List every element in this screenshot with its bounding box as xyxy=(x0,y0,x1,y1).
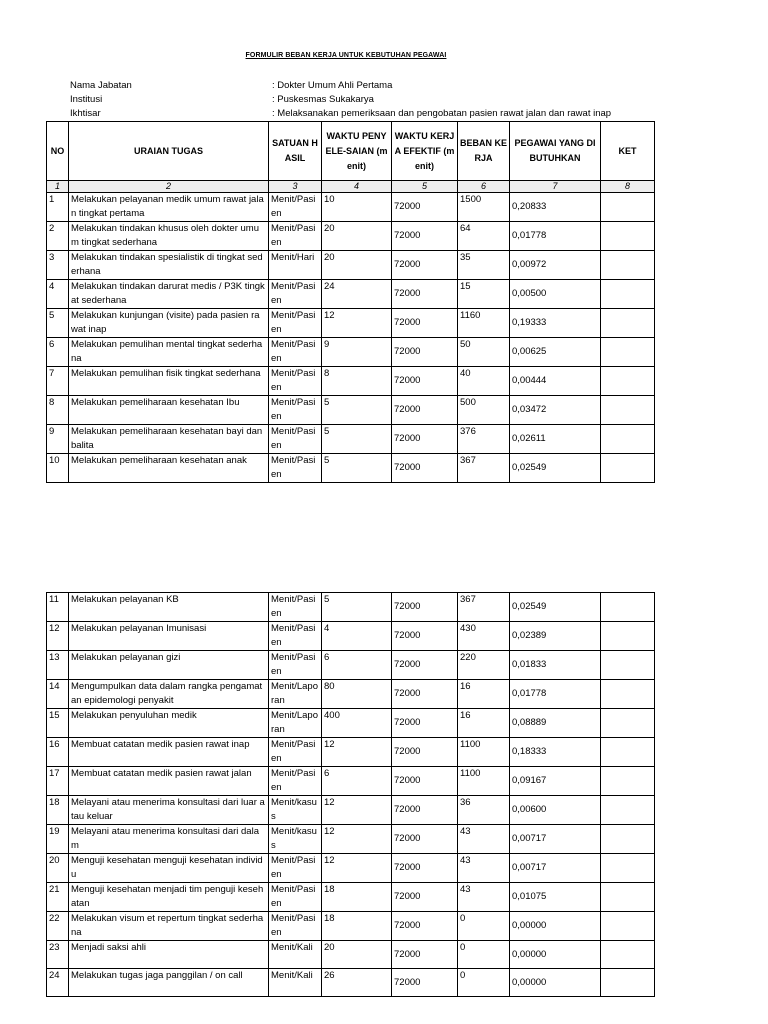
column-number: 5 xyxy=(392,181,458,193)
cell-waktu-kerja-efektif: 72000 xyxy=(392,941,458,969)
cell-satuan-hasil: Menit/Pasien xyxy=(269,622,322,651)
table-row xyxy=(47,280,655,309)
cell-satuan-hasil: Menit/Kali xyxy=(269,969,322,997)
cell-satuan-hasil: Menit/Pasien xyxy=(269,883,322,912)
cell-no: 1 xyxy=(47,193,69,222)
cell-uraian-tugas: Melakukan tugas jaga panggilan / on call xyxy=(69,969,269,997)
cell-beban-kerja: 367 xyxy=(458,454,510,483)
cell-ket xyxy=(601,338,655,367)
cell-no: 24 xyxy=(47,969,69,997)
cell-ket xyxy=(601,969,655,997)
cell-uraian-tugas: Melakukan pelayanan KB xyxy=(69,593,269,622)
cell-pegawai-dibutuhkan: 0,02611 xyxy=(510,425,601,454)
info-value: : Melaksanakan pemeriksaan dan pengobatan pasien rawat jalan dan rawat inap xyxy=(272,108,612,119)
cell-uraian-tugas: Melakukan pemeliharaan kesehatan anak xyxy=(69,454,269,483)
cell-beban-kerja: 367 xyxy=(458,593,510,622)
cell-pegawai-dibutuhkan: 0,01075 xyxy=(510,883,601,912)
cell-pegawai-dibutuhkan: 0,02389 xyxy=(510,622,601,651)
cell-pegawai-dibutuhkan: 0,00717 xyxy=(510,825,601,854)
cell-no: 8 xyxy=(47,396,69,425)
cell-waktu-kerja-efektif: 72000 xyxy=(392,825,458,854)
cell-satuan-hasil: Menit/Laporan xyxy=(269,709,322,738)
cell-no: 6 xyxy=(47,338,69,367)
table-row xyxy=(47,854,655,883)
cell-pegawai-dibutuhkan: 0,02549 xyxy=(510,593,601,622)
cell-no: 21 xyxy=(47,883,69,912)
cell-waktu-kerja-efektif: 72000 xyxy=(392,854,458,883)
cell-beban-kerja: 43 xyxy=(458,825,510,854)
column-number: 6 xyxy=(458,181,510,193)
table-row xyxy=(47,738,655,767)
cell-waktu-penyelesaian: 5 xyxy=(322,454,392,483)
cell-waktu-penyelesaian: 20 xyxy=(322,222,392,251)
table-row xyxy=(47,709,655,738)
cell-uraian-tugas: Melakukan tindakan darurat medis / P3K tingkat sederhana xyxy=(69,280,269,309)
cell-satuan-hasil: Menit/Pasien xyxy=(269,280,322,309)
table-row xyxy=(47,941,655,969)
cell-uraian-tugas: Melakukan pemeliharaan kesehatan Ibu xyxy=(69,396,269,425)
cell-uraian-tugas: Melakukan tindakan khusus oleh dokter umum tingkat sederhana xyxy=(69,222,269,251)
cell-waktu-penyelesaian: 12 xyxy=(322,309,392,338)
cell-pegawai-dibutuhkan: 0,09167 xyxy=(510,767,601,796)
cell-uraian-tugas: Melakukan pemeliharaan kesehatan bayi dan balita xyxy=(69,425,269,454)
table-row xyxy=(47,651,655,680)
cell-pegawai-dibutuhkan: 0,00444 xyxy=(510,367,601,396)
cell-waktu-kerja-efektif: 72000 xyxy=(392,680,458,709)
cell-uraian-tugas: Melakukan pemulihan mental tingkat sederhana xyxy=(69,338,269,367)
table-row xyxy=(47,396,655,425)
cell-pegawai-dibutuhkan: 0,03472 xyxy=(510,396,601,425)
cell-uraian-tugas: Melakukan pelayanan Imunisasi xyxy=(69,622,269,651)
cell-satuan-hasil: Menit/Laporan xyxy=(269,680,322,709)
cell-waktu-penyelesaian: 12 xyxy=(322,796,392,825)
cell-ket xyxy=(601,941,655,969)
cell-uraian-tugas: Melakukan penyuluhan medik xyxy=(69,709,269,738)
cell-waktu-kerja-efektif: 72000 xyxy=(392,396,458,425)
cell-beban-kerja: 376 xyxy=(458,425,510,454)
cell-waktu-penyelesaian: 20 xyxy=(322,251,392,280)
cell-beban-kerja: 1100 xyxy=(458,767,510,796)
cell-waktu-kerja-efektif: 72000 xyxy=(392,738,458,767)
info-label: Nama Jabatan xyxy=(70,80,132,91)
cell-waktu-kerja-efektif: 72000 xyxy=(392,912,458,941)
table-row xyxy=(47,796,655,825)
cell-waktu-kerja-efektif: 72000 xyxy=(392,338,458,367)
cell-uraian-tugas: Melakukan pelayanan medik umum rawat jalan tingkat pertama xyxy=(69,193,269,222)
cell-waktu-penyelesaian: 8 xyxy=(322,367,392,396)
column-number: 3 xyxy=(269,181,322,193)
cell-beban-kerja: 0 xyxy=(458,969,510,997)
workload-table-part-2 xyxy=(46,592,655,997)
cell-pegawai-dibutuhkan: 0,00625 xyxy=(510,338,601,367)
cell-satuan-hasil: Menit/Pasien xyxy=(269,738,322,767)
cell-ket xyxy=(601,680,655,709)
cell-ket xyxy=(601,367,655,396)
table-row xyxy=(47,912,655,941)
workload-table-part-1 xyxy=(46,121,655,483)
cell-no: 10 xyxy=(47,454,69,483)
cell-waktu-kerja-efektif: 72000 xyxy=(392,651,458,680)
cell-no: 14 xyxy=(47,680,69,709)
cell-uraian-tugas: Menguji kesehatan menguji kesehatan individu xyxy=(69,854,269,883)
cell-beban-kerja: 0 xyxy=(458,941,510,969)
cell-no: 5 xyxy=(47,309,69,338)
cell-uraian-tugas: Melayani atau menerima konsultasi dari luar atau keluar xyxy=(69,796,269,825)
cell-waktu-penyelesaian: 4 xyxy=(322,622,392,651)
cell-ket xyxy=(601,709,655,738)
cell-uraian-tugas: Melakukan pelayanan gizi xyxy=(69,651,269,680)
header-waktu-penyelesaian: WAKTU PENYELE-SAIAN (menit) xyxy=(322,122,392,181)
cell-no: 15 xyxy=(47,709,69,738)
cell-beban-kerja: 16 xyxy=(458,680,510,709)
table-row xyxy=(47,622,655,651)
info-value: : Dokter Umum Ahli Pertama xyxy=(272,80,393,91)
cell-uraian-tugas: Menjadi saksi ahli xyxy=(69,941,269,969)
cell-ket xyxy=(601,912,655,941)
cell-pegawai-dibutuhkan: 0,19333 xyxy=(510,309,601,338)
column-number: 1 xyxy=(47,181,69,193)
cell-ket xyxy=(601,883,655,912)
cell-no: 4 xyxy=(47,280,69,309)
cell-satuan-hasil: Menit/Pasien xyxy=(269,309,322,338)
cell-waktu-penyelesaian: 6 xyxy=(322,767,392,796)
form-title: FORMULIR BEBAN KERJA UNTUK KEBUTUHAN PEGAWAI xyxy=(245,52,447,59)
header-no: NO xyxy=(47,122,69,181)
cell-waktu-penyelesaian: 10 xyxy=(322,193,392,222)
cell-waktu-penyelesaian: 12 xyxy=(322,854,392,883)
cell-pegawai-dibutuhkan: 0,02549 xyxy=(510,454,601,483)
cell-uraian-tugas: Melakukan tindakan spesialistik di tingkat sederhana xyxy=(69,251,269,280)
table-row xyxy=(47,222,655,251)
info-value: : Puskesmas Sukakarya xyxy=(272,94,374,105)
cell-pegawai-dibutuhkan: 0,01778 xyxy=(510,680,601,709)
cell-uraian-tugas: Melakukan kunjungan (visite) pada pasien rawat inap xyxy=(69,309,269,338)
cell-beban-kerja: 35 xyxy=(458,251,510,280)
cell-satuan-hasil: Menit/Pasien xyxy=(269,912,322,941)
cell-pegawai-dibutuhkan: 0,08889 xyxy=(510,709,601,738)
cell-satuan-hasil: Menit/Pasien xyxy=(269,593,322,622)
cell-beban-kerja: 0 xyxy=(458,912,510,941)
cell-ket xyxy=(601,193,655,222)
cell-satuan-hasil: Menit/Pasien xyxy=(269,454,322,483)
header-ket: KET xyxy=(601,122,655,181)
cell-pegawai-dibutuhkan: 0,01833 xyxy=(510,651,601,680)
cell-satuan-hasil: Menit/kasus xyxy=(269,825,322,854)
cell-ket xyxy=(601,796,655,825)
cell-waktu-penyelesaian: 80 xyxy=(322,680,392,709)
table-row xyxy=(47,367,655,396)
cell-ket xyxy=(601,767,655,796)
cell-waktu-penyelesaian: 6 xyxy=(322,651,392,680)
cell-ket xyxy=(601,309,655,338)
cell-satuan-hasil: Menit/Pasien xyxy=(269,396,322,425)
table-row xyxy=(47,251,655,280)
cell-no: 20 xyxy=(47,854,69,883)
cell-pegawai-dibutuhkan: 0,00600 xyxy=(510,796,601,825)
cell-satuan-hasil: Menit/Pasien xyxy=(269,222,322,251)
column-number: 2 xyxy=(69,181,269,193)
cell-beban-kerja: 36 xyxy=(458,796,510,825)
cell-beban-kerja: 500 xyxy=(458,396,510,425)
cell-beban-kerja: 1100 xyxy=(458,738,510,767)
cell-pegawai-dibutuhkan: 0,18333 xyxy=(510,738,601,767)
cell-beban-kerja: 16 xyxy=(458,709,510,738)
cell-pegawai-dibutuhkan: 0,20833 xyxy=(510,193,601,222)
column-number: 4 xyxy=(322,181,392,193)
cell-waktu-kerja-efektif: 72000 xyxy=(392,767,458,796)
cell-beban-kerja: 43 xyxy=(458,854,510,883)
cell-waktu-kerja-efektif: 72000 xyxy=(392,709,458,738)
cell-waktu-kerja-efektif: 72000 xyxy=(392,454,458,483)
cell-satuan-hasil: Menit/Pasien xyxy=(269,425,322,454)
cell-uraian-tugas: Melakukan visum et repertum tingkat sederhana xyxy=(69,912,269,941)
column-number: 7 xyxy=(510,181,601,193)
info-label: Institusi xyxy=(70,94,103,105)
cell-pegawai-dibutuhkan: 0,00000 xyxy=(510,912,601,941)
cell-no: 22 xyxy=(47,912,69,941)
cell-satuan-hasil: Menit/Pasien xyxy=(269,338,322,367)
cell-beban-kerja: 43 xyxy=(458,883,510,912)
table-row xyxy=(47,825,655,854)
cell-uraian-tugas: Membuat catatan medik pasien rawat jalan xyxy=(69,767,269,796)
cell-pegawai-dibutuhkan: 0,00000 xyxy=(510,941,601,969)
header-uraian-tugas: URAIAN TUGAS xyxy=(69,122,269,181)
cell-beban-kerja: 15 xyxy=(458,280,510,309)
cell-uraian-tugas: Melakukan pemulihan fisik tingkat sederhana xyxy=(69,367,269,396)
cell-waktu-kerja-efektif: 72000 xyxy=(392,193,458,222)
info-label: Ikhtisar xyxy=(70,108,101,119)
cell-beban-kerja: 1500 xyxy=(458,193,510,222)
cell-satuan-hasil: Menit/Pasien xyxy=(269,767,322,796)
cell-beban-kerja: 430 xyxy=(458,622,510,651)
cell-satuan-hasil: Menit/Pasien xyxy=(269,651,322,680)
cell-waktu-penyelesaian: 5 xyxy=(322,396,392,425)
cell-no: 3 xyxy=(47,251,69,280)
cell-uraian-tugas: Melayani atau menerima konsultasi dari dalam xyxy=(69,825,269,854)
table-row xyxy=(47,883,655,912)
cell-satuan-hasil: Menit/Pasien xyxy=(269,193,322,222)
cell-no: 23 xyxy=(47,941,69,969)
cell-ket xyxy=(601,222,655,251)
column-number-row xyxy=(47,181,655,193)
cell-satuan-hasil: Menit/Pasien xyxy=(269,854,322,883)
cell-waktu-kerja-efektif: 72000 xyxy=(392,622,458,651)
table-row xyxy=(47,193,655,222)
cell-waktu-kerja-efektif: 72000 xyxy=(392,425,458,454)
cell-waktu-kerja-efektif: 72000 xyxy=(392,251,458,280)
table-row xyxy=(47,680,655,709)
cell-waktu-penyelesaian: 24 xyxy=(322,280,392,309)
cell-waktu-penyelesaian: 5 xyxy=(322,425,392,454)
table-row xyxy=(47,969,655,997)
cell-pegawai-dibutuhkan: 0,01778 xyxy=(510,222,601,251)
header-beban-kerja: BEBAN KERJA xyxy=(458,122,510,181)
cell-beban-kerja: 220 xyxy=(458,651,510,680)
cell-waktu-penyelesaian: 12 xyxy=(322,825,392,854)
table-row xyxy=(47,425,655,454)
cell-ket xyxy=(601,396,655,425)
cell-waktu-kerja-efektif: 72000 xyxy=(392,309,458,338)
cell-beban-kerja: 40 xyxy=(458,367,510,396)
cell-ket xyxy=(601,738,655,767)
cell-satuan-hasil: Menit/kasus xyxy=(269,796,322,825)
cell-no: 13 xyxy=(47,651,69,680)
header-waktu-kerja-efektif: WAKTU KERJA EFEKTIF (menit) xyxy=(392,122,458,181)
cell-waktu-kerja-efektif: 72000 xyxy=(392,280,458,309)
cell-waktu-penyelesaian: 5 xyxy=(322,593,392,622)
cell-uraian-tugas: Mengumpulkan data dalam rangka pengamatan epidemologi penyakit xyxy=(69,680,269,709)
cell-uraian-tugas: Menguji kesehatan menjadi tim penguji kesehatan xyxy=(69,883,269,912)
cell-waktu-kerja-efektif: 72000 xyxy=(392,796,458,825)
header-pegawai-dibutuhkan: PEGAWAI YANG DIBUTUHKAN xyxy=(510,122,601,181)
cell-beban-kerja: 1160 xyxy=(458,309,510,338)
cell-beban-kerja: 64 xyxy=(458,222,510,251)
table-row xyxy=(47,309,655,338)
cell-no: 17 xyxy=(47,767,69,796)
cell-ket xyxy=(601,622,655,651)
cell-no: 11 xyxy=(47,593,69,622)
cell-waktu-penyelesaian: 26 xyxy=(322,969,392,997)
cell-ket xyxy=(601,854,655,883)
cell-waktu-penyelesaian: 9 xyxy=(322,338,392,367)
table-row xyxy=(47,338,655,367)
cell-no: 19 xyxy=(47,825,69,854)
cell-uraian-tugas: Membuat catatan medik pasien rawat inap xyxy=(69,738,269,767)
cell-satuan-hasil: Menit/Kali xyxy=(269,941,322,969)
cell-no: 2 xyxy=(47,222,69,251)
cell-waktu-kerja-efektif: 72000 xyxy=(392,883,458,912)
cell-waktu-kerja-efektif: 72000 xyxy=(392,222,458,251)
cell-no: 16 xyxy=(47,738,69,767)
cell-no: 12 xyxy=(47,622,69,651)
cell-no: 18 xyxy=(47,796,69,825)
cell-waktu-kerja-efektif: 72000 xyxy=(392,367,458,396)
cell-ket xyxy=(601,651,655,680)
table-row xyxy=(47,767,655,796)
cell-no: 7 xyxy=(47,367,69,396)
cell-ket xyxy=(601,825,655,854)
table-row xyxy=(47,593,655,622)
cell-waktu-penyelesaian: 18 xyxy=(322,883,392,912)
cell-ket xyxy=(601,280,655,309)
cell-ket xyxy=(601,593,655,622)
column-number: 8 xyxy=(601,181,655,193)
cell-pegawai-dibutuhkan: 0,00000 xyxy=(510,969,601,997)
cell-ket xyxy=(601,425,655,454)
cell-no: 9 xyxy=(47,425,69,454)
cell-beban-kerja: 50 xyxy=(458,338,510,367)
cell-waktu-penyelesaian: 20 xyxy=(322,941,392,969)
cell-waktu-penyelesaian: 400 xyxy=(322,709,392,738)
cell-pegawai-dibutuhkan: 0,00717 xyxy=(510,854,601,883)
cell-satuan-hasil: Menit/Pasien xyxy=(269,367,322,396)
cell-ket xyxy=(601,454,655,483)
cell-waktu-kerja-efektif: 72000 xyxy=(392,969,458,997)
cell-ket xyxy=(601,251,655,280)
cell-waktu-penyelesaian: 12 xyxy=(322,738,392,767)
cell-pegawai-dibutuhkan: 0,00500 xyxy=(510,280,601,309)
table-row xyxy=(47,454,655,483)
cell-satuan-hasil: Menit/Hari xyxy=(269,251,322,280)
cell-waktu-penyelesaian: 18 xyxy=(322,912,392,941)
cell-pegawai-dibutuhkan: 0,00972 xyxy=(510,251,601,280)
header-satuan-hasil: SATUAN HASIL xyxy=(269,122,322,181)
cell-waktu-kerja-efektif: 72000 xyxy=(392,593,458,622)
